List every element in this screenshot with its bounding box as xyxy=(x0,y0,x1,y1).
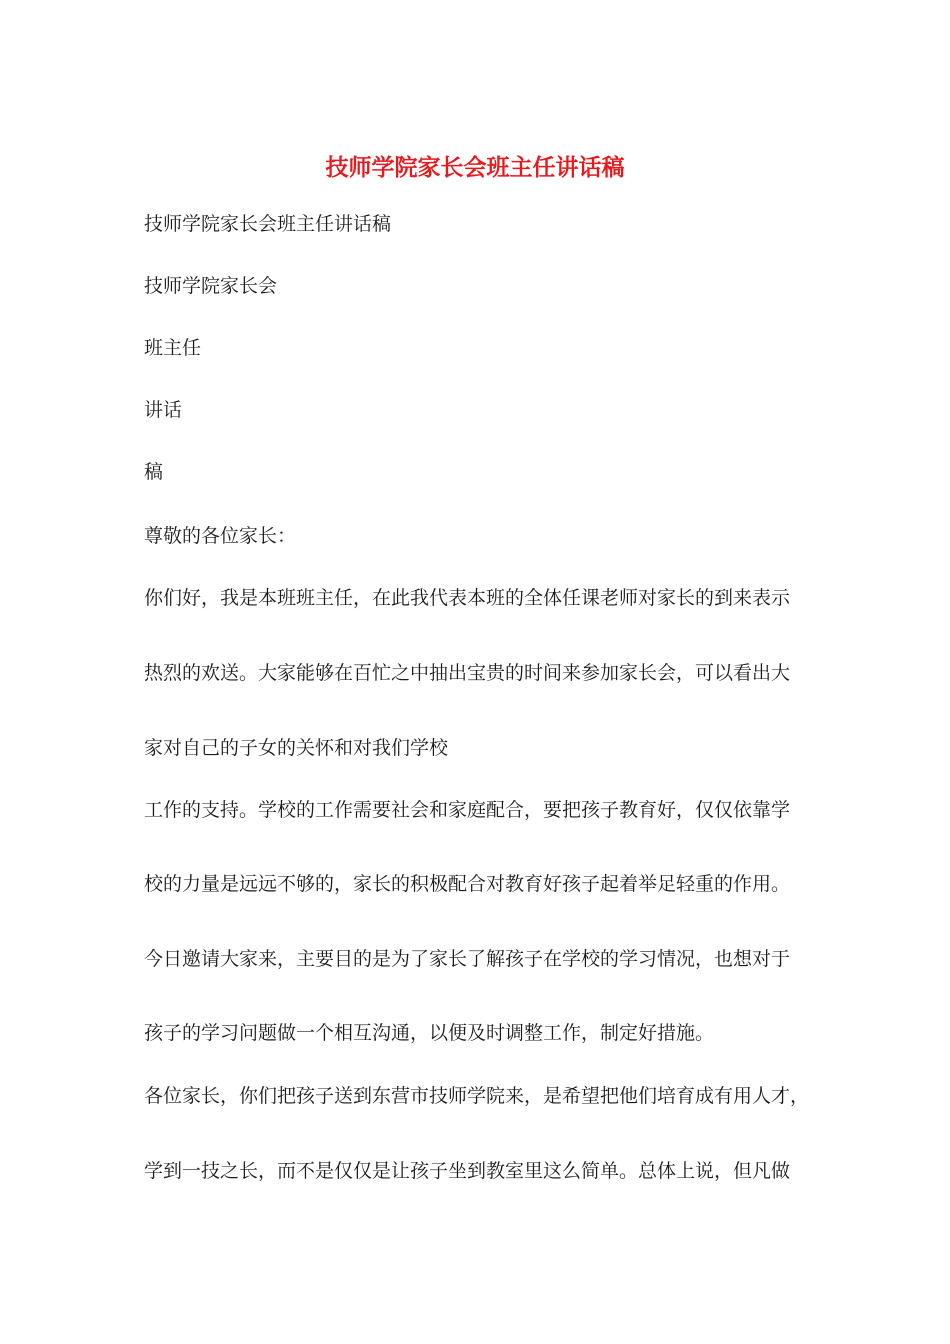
paragraph-line: 学到一技之长，而不是仅仅是让孩子坐到教室里这么简单。总体上说，但凡做 xyxy=(144,1160,791,1182)
paragraph-line: 你们好，我是本班班主任，在此我代表本班的全体任课老师对家长的到来表示 xyxy=(144,587,791,609)
paragraph-line: 热烈的欢送。大家能够在百忙之中抽出宝贵的时间来参加家长会，可以看出大 xyxy=(144,662,791,684)
paragraph-line: 孩子的学习问题做一个相互沟通，以便及时调整工作，制定好措施。 xyxy=(144,1022,715,1044)
greeting-line: 尊敬的各位家长： xyxy=(144,525,297,547)
text-line: 技师学院家长会 xyxy=(144,275,278,297)
text-line: 讲话 xyxy=(144,399,183,421)
paragraph-line: 各位家长，你们把孩子送到东营市技师学院来，是希望把他们培育成有用人才， xyxy=(144,1085,810,1107)
paragraph-line: 校的力量是远远不够的，家长的积极配合对教育好孩子起着举足轻重的作用。 xyxy=(144,873,791,895)
document-title: 技师学院家长会班主任讲话稿 xyxy=(325,154,625,181)
paragraph-line: 今日邀请大家来，主要目的是为了家长了解孩子在学校的学习情况，也想对于 xyxy=(144,948,791,970)
paragraph-line: 家对自己的子女的关怀和对我们学校 xyxy=(144,737,449,759)
text-line: 班主任 xyxy=(144,337,202,359)
paragraph-line: 工作的支持。学校的工作需要社会和家庭配合，要把孩子教育好，仅仅依靠学 xyxy=(144,799,791,821)
text-line: 稿 xyxy=(144,461,164,483)
text-line: 技师学院家长会班主任讲话稿 xyxy=(144,213,392,235)
